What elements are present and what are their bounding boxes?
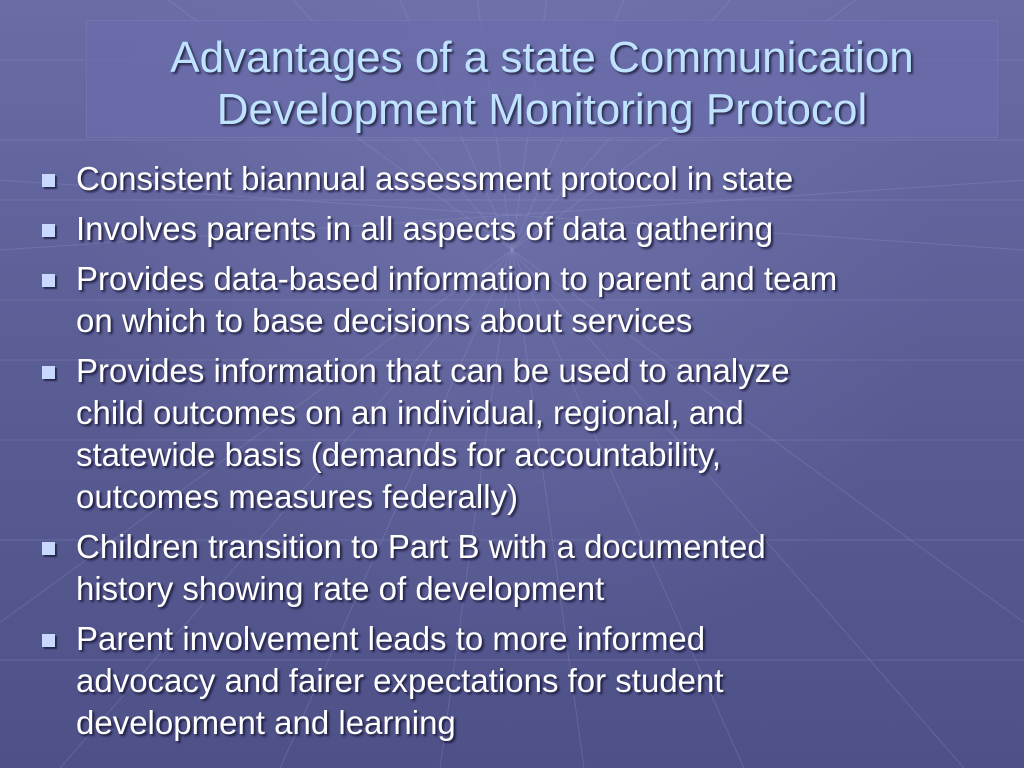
bullet-item [36, 158, 1011, 200]
slide-title [86, 32, 998, 136]
slide-title-line: Advantages of a state Communication [170, 33, 914, 82]
square-bullet-icon [42, 366, 55, 379]
square-bullet-icon [42, 542, 55, 555]
bullet-line: child outcomes on an individual, regional, and [76, 394, 744, 431]
slide-title-line: Development Monitoring Protocol [216, 85, 868, 134]
bullet-item [36, 258, 1011, 342]
bullet-line: Provides information that can be used to analyze [76, 352, 790, 389]
bullet-line: Provides data-based information to parent and team [76, 260, 838, 297]
square-bullet-icon [42, 634, 55, 647]
bullet-line: Consistent biannual assessment protocol in state [76, 160, 794, 197]
bullet-line: Children transition to Part B with a documented [76, 528, 766, 565]
bullet-item [36, 350, 1011, 518]
bullet-line: history showing rate of development [76, 570, 605, 607]
bullet-line: on which to base decisions about services [76, 302, 693, 339]
square-bullet-icon [42, 274, 55, 287]
bullet-line: advocacy and fairer expectations for student [76, 662, 724, 699]
square-bullet-icon [42, 224, 55, 237]
bullet-line: statewide basis (demands for accountability, [76, 436, 722, 473]
square-bullet-icon [42, 174, 55, 187]
bullet-line: development and learning [76, 704, 456, 741]
bullet-line: Parent involvement leads to more informed [76, 620, 706, 657]
bullet-item [36, 208, 1011, 250]
bullet-line: outcomes measures federally) [76, 478, 519, 515]
bullet-item [36, 526, 1011, 610]
bullet-item [36, 618, 1011, 744]
bullet-line: Involves parents in all aspects of data gathering [76, 210, 774, 247]
bullet-list [36, 158, 1011, 752]
